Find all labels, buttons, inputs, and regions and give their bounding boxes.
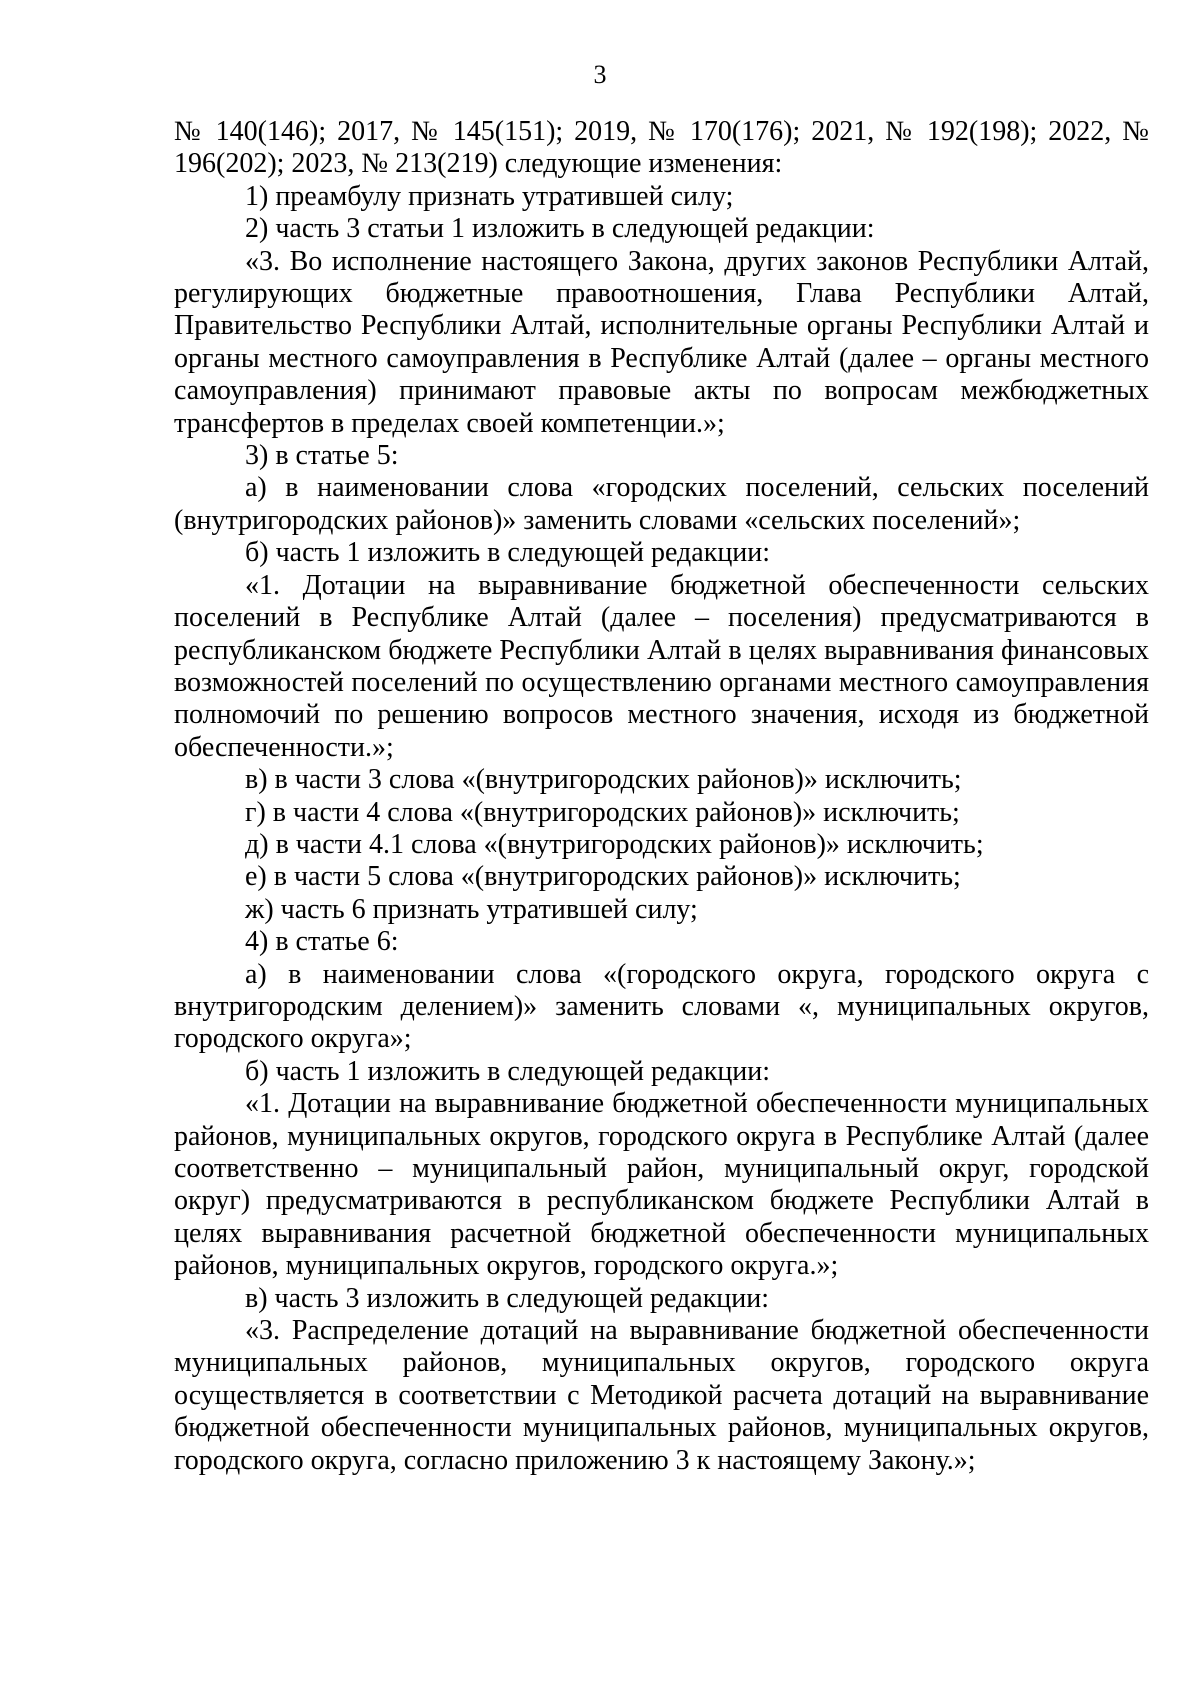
item-4-article-6: 4) в статье 6: — [245, 926, 399, 958]
page-number: 3 — [593, 60, 607, 89]
article-5-subitem-g: г) в части 4 слова «(внутригородских районов)» исключить; — [245, 796, 960, 828]
quoted-article-5-part-1: «1. Дотации на выравнивание бюджетной обеспеченности сельских поселений в Республике Алтай (далее – поселения) предусматриваются в республиканском бюджете Республики Алтай в целях выравнивания финансовых возможностей поселений по осуществлению органами местного самоуправления полномочий по решению вопросов местного значения, исходя из бюджетной обеспеченности.»; — [174, 569, 1149, 763]
quoted-article-1-part-3: «3. Во исполнение настоящего Закона, других законов Республики Алтай, регулирующих бюджетные правоотношения, Глава Республики Алтай, Правительство Республики Алтай, исполнительные органы Республики Алтай и органы местного самоуправления в Республике Алтай (далее – органы местного самоуправления) принимают правовые акты по вопросам межбюджетных трансфертов в пределах своей компетенции.»; — [174, 245, 1149, 439]
article-5-subitem-a: а) в наименовании слова «городских поселений, сельских поселений (внутригородских районов)» заменить словами «сельских поселений»; — [174, 472, 1149, 536]
quoted-article-6-part-1: «1. Дотации на выравнивание бюджетной обеспеченности муниципальных районов, муниципальных округов, городского округа в Республике Алтай (далее соответственно – муниципальный район, муниципальный округ, городской округ) предусматриваются в республиканском бюджете Республики Алтай в целях выравнивания расчетной бюджетной обеспеченности муниципальных районов, муниципальных округов, городского округа.»; — [174, 1088, 1149, 1282]
item-2-article-1: 2) часть 3 статьи 1 изложить в следующей редакции: — [245, 213, 875, 245]
article-5-subitem-e: е) в части 5 слова «(внутригородских районов)» исключить; — [245, 861, 961, 893]
item-3-article-5: 3) в статье 5: — [245, 440, 399, 472]
article-5-subitem-v: в) в части 3 слова «(внутригородских районов)» исключить; — [245, 764, 962, 796]
quoted-article-6-part-3: «3. Распределение дотаций на выравнивание бюджетной обеспеченности муниципальных районов, муниципальных округов, городского округа осуществляется в соответствии с Методикой расчета дотаций на выравнивание бюджетной обеспеченности муниципальных районов, муниципальных округов, городского округа, согласно приложению 3 к настоящему Закону.»; — [174, 1315, 1149, 1476]
article-5-subitem-zh: ж) часть 6 признать утратившей силу; — [245, 893, 698, 925]
article-6-subitem-a: а) в наименовании слова «(городского округа, городского округа с внутригородским делением)» заменить словами «, муниципальных округов, городского округа»; — [174, 958, 1149, 1055]
item-1-preamble: 1) преамбулу признать утратившей силу; — [245, 180, 734, 212]
document-body — [174, 116, 1149, 1477]
article-6-subitem-v: в) часть 3 изложить в следующей редакции: — [245, 1282, 770, 1314]
article-6-subitem-b: б) часть 1 изложить в следующей редакции: — [245, 1055, 771, 1087]
paragraph-continuation: № 140(146); 2017, № 145(151); 2019, № 170(176); 2021, № 192(198); 2022, № 196(202); 2023, № 213(219) следующие изменения: — [174, 116, 1149, 180]
article-5-subitem-b: б) часть 1 изложить в следующей редакции: — [245, 537, 771, 569]
article-5-subitem-d: д) в части 4.1 слова «(внутригородских районов)» исключить; — [245, 828, 984, 860]
